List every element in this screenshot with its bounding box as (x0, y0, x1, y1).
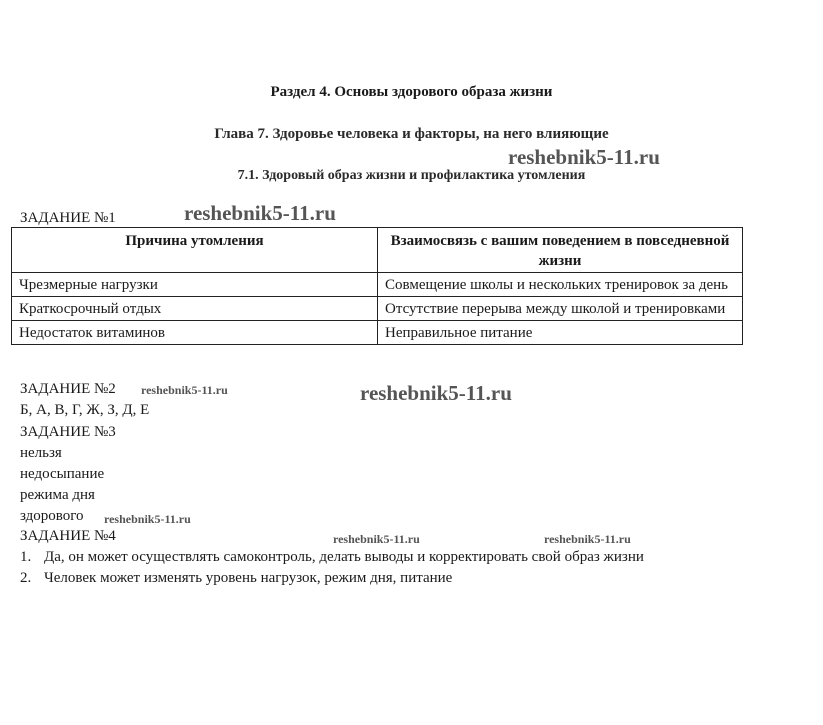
subsection-title: 7.1. Здоровый образ жизни и профилактика утомления (237, 168, 586, 183)
task3-line: нельзя (20, 445, 62, 461)
table-cell-relation: Совмещение школы и нескольких тренировок за день (378, 273, 743, 297)
causes-table (11, 227, 743, 345)
task4-item-number: 2. (20, 570, 32, 586)
task3-label: ЗАДАНИЕ №3 (20, 424, 116, 440)
task4-item (20, 569, 452, 587)
task2-label: ЗАДАНИЕ №2 (20, 381, 116, 397)
task3-line: недосыпание (20, 466, 105, 482)
table-cell-cause: Чрезмерные нагрузки (12, 273, 378, 297)
watermark: reshebnik5-11.ru (508, 145, 660, 169)
table-header-row (12, 228, 743, 273)
task3-line: режима дня (20, 487, 95, 503)
table-cell-relation: Неправильное питание (378, 321, 743, 345)
chapter-title: Глава 7. Здоровье человека и факторы, на него влияющие (214, 126, 609, 142)
watermark: reshebnik5-11.ru (184, 201, 336, 225)
table-row (12, 297, 743, 321)
task4-item-text: Да, он может осуществлять самоконтроль, делать выводы и корректировать свой образ жизни (44, 549, 644, 565)
watermark: reshebnik5-11.ru (360, 381, 512, 405)
table-row (12, 273, 743, 297)
task4-item-text: Человек может изменять уровень нагрузок, режим дня, питание (44, 570, 453, 586)
watermark: reshebnik5-11.ru (141, 383, 228, 397)
table-header-cause: Причина утомления (12, 228, 378, 273)
task2-answer: Б, А, В, Г, Ж, З, Д, Е (20, 402, 150, 418)
task4-item-number: 1. (20, 549, 32, 565)
section-title: Раздел 4. Основы здорового образа жизни (270, 84, 553, 100)
table-header-relation: Взаимосвязь с вашим поведением в повседневной жизни (378, 228, 743, 273)
task4-label: ЗАДАНИЕ №4 (20, 528, 116, 544)
table-row (12, 321, 743, 345)
task4-item (20, 548, 644, 566)
task1-label: ЗАДАНИЕ №1 (20, 210, 116, 226)
table-cell-cause: Краткосрочный отдых (12, 297, 378, 321)
watermark: reshebnik5-11.ru (104, 512, 191, 526)
watermark: reshebnik5-11.ru (333, 532, 420, 546)
task3-line: здорового (20, 508, 84, 524)
table-cell-relation: Отсутствие перерыва между школой и тренировками (378, 297, 743, 321)
table-cell-cause: Недостаток витаминов (12, 321, 378, 345)
watermark: reshebnik5-11.ru (544, 532, 631, 546)
